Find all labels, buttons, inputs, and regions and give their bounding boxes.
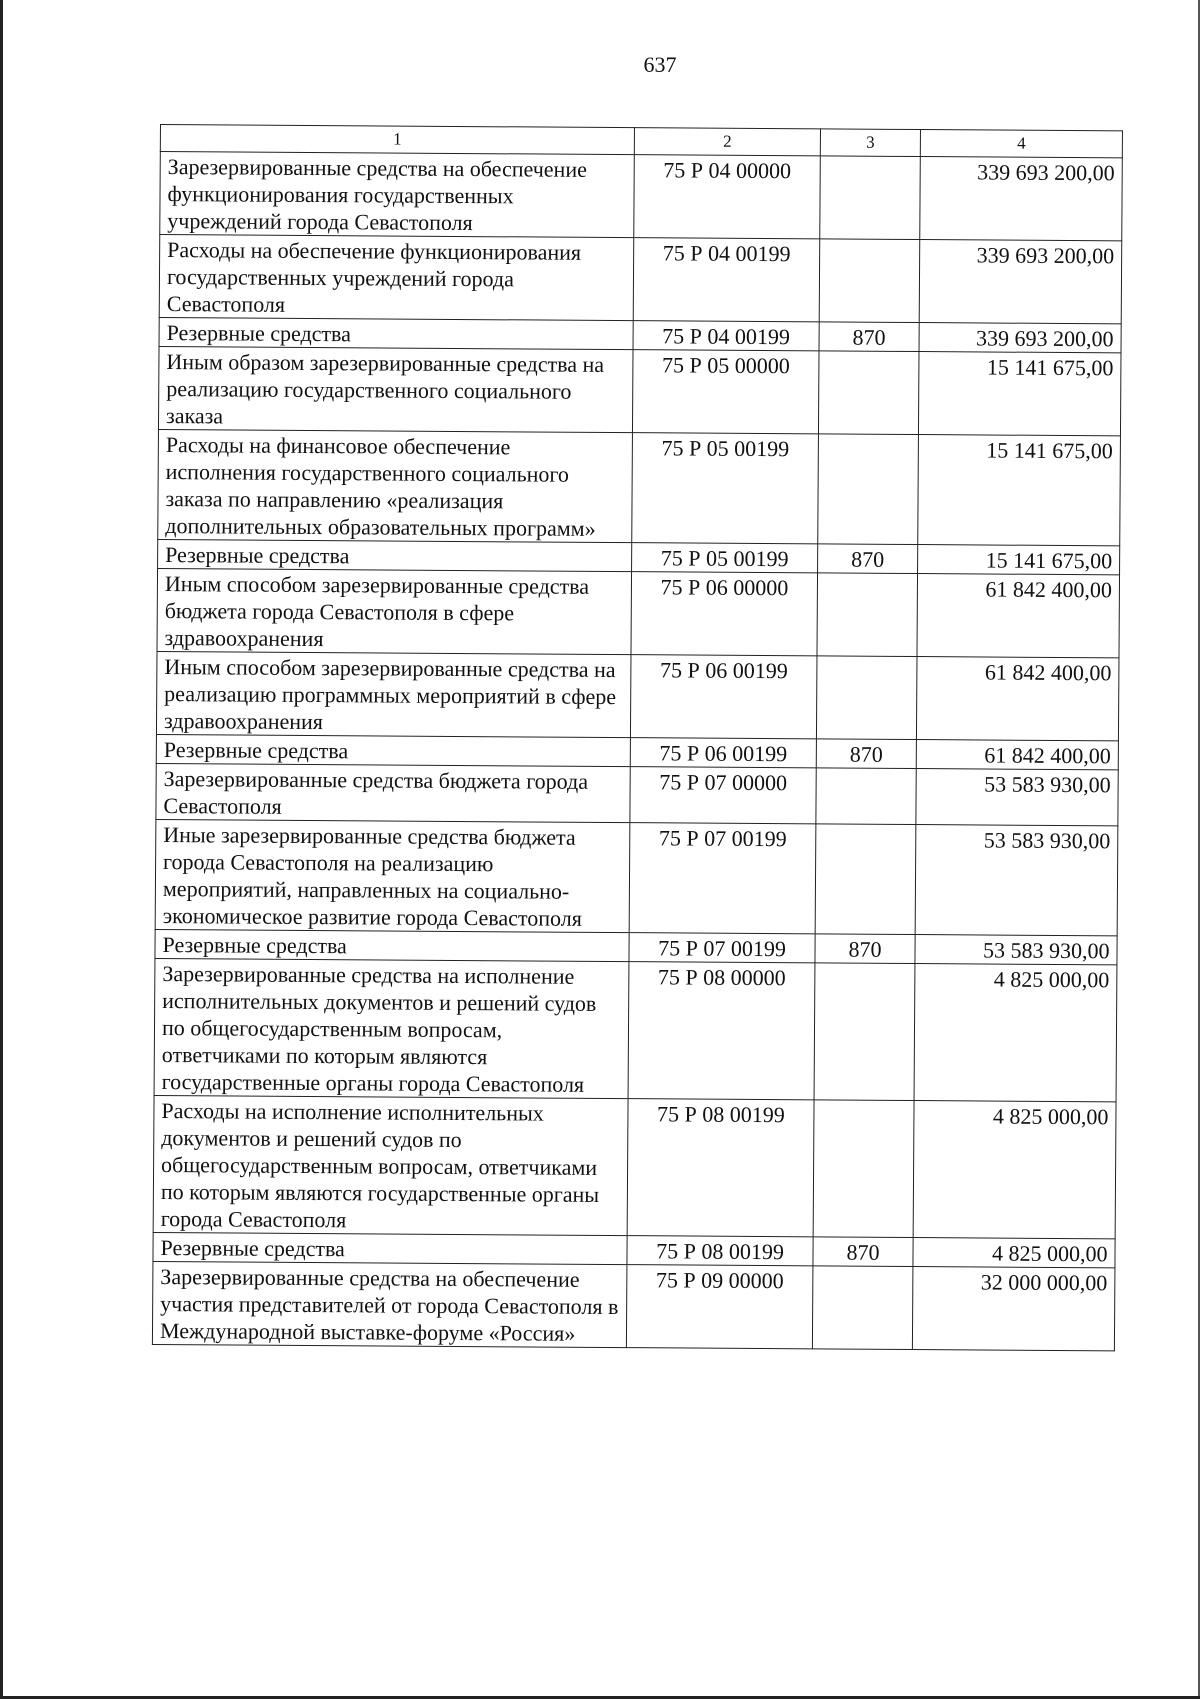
table-row — [154, 958, 1117, 1101]
page-border-left — [0, 0, 3, 1699]
row-amount: 53 583 930,00 — [915, 935, 1117, 965]
row-name: Иным образом зарезервированные средства на реализацию государственного социального заказа — [158, 346, 633, 432]
table-body — [152, 152, 1122, 1351]
table-row — [156, 651, 1119, 740]
row-type: 870 — [816, 739, 916, 769]
row-code: 75 Р 08 00000 — [628, 962, 815, 1100]
row-amount: 4 825 000,00 — [913, 1101, 1116, 1239]
header-col-1: 1 — [160, 125, 634, 155]
row-name: Иным способом зарезервированные средства на реализацию программных мероприятий в сфере здравоохранения — [156, 651, 631, 737]
row-code: 75 Р 08 00199 — [627, 1236, 813, 1266]
row-amount: 339 693 200,00 — [919, 323, 1121, 353]
row-code: 75 Р 07 00199 — [629, 823, 816, 934]
table-row — [152, 1261, 1115, 1350]
table-row — [159, 235, 1122, 324]
row-code: 75 Р 07 00199 — [629, 933, 815, 963]
row-amount: 53 583 930,00 — [915, 825, 1118, 936]
row-amount: 4 825 000,00 — [914, 964, 1117, 1102]
row-type — [812, 1266, 913, 1350]
row-type — [818, 351, 919, 435]
row-amount: 15 141 675,00 — [918, 352, 1121, 436]
row-code: 75 Р 04 00199 — [633, 321, 819, 351]
row-code: 75 Р 07 00000 — [630, 767, 816, 824]
row-code: 75 Р 06 00000 — [631, 572, 818, 656]
row-code: 75 Р 04 00199 — [633, 238, 820, 322]
row-code: 75 Р 04 00000 — [634, 155, 821, 239]
row-type: 870 — [819, 322, 919, 352]
row-amount: 4 825 000,00 — [913, 1238, 1115, 1268]
row-name: Иные зарезервированные средства бюджета города Севастополя на реализацию мероприятий, направленных на социально-экономическое развитие города Севастополя — [155, 819, 630, 932]
row-type — [820, 156, 921, 240]
table-row — [153, 1095, 1116, 1238]
row-code: 75 Р 05 00199 — [632, 543, 818, 573]
budget-table — [152, 124, 1123, 1351]
row-name: Резервные средства — [159, 317, 633, 349]
table-row — [160, 152, 1123, 241]
row-code: 75 Р 06 00199 — [630, 738, 816, 768]
row-type — [815, 824, 916, 935]
row-name: Зарезервированные средства на обеспечение функционирования государственных учреждений города Севастополя — [160, 152, 635, 238]
page-number: 637 — [643, 52, 677, 77]
row-amount: 15 141 675,00 — [918, 545, 1120, 575]
header-col-3: 3 — [820, 129, 920, 157]
row-name: Резервные средства — [155, 929, 629, 961]
row-type — [816, 656, 917, 740]
row-code: 75 Р 06 00199 — [630, 655, 817, 739]
row-type — [819, 239, 920, 323]
row-code: 75 Р 05 00199 — [632, 433, 819, 544]
row-code: 75 Р 08 00199 — [627, 1099, 814, 1237]
header-col-4: 4 — [920, 130, 1122, 158]
row-amount: 53 583 930,00 — [916, 769, 1118, 826]
row-type: 870 — [815, 934, 915, 964]
row-type: 870 — [813, 1237, 913, 1267]
row-name: Расходы на финансовое обеспечение исполнения государственного социального заказа по направлению «реализация дополнительных образовательных программ» — [158, 429, 633, 542]
row-name: Расходы на обеспечение функционирования государственных учреждений города Севастополя — [159, 235, 634, 321]
row-name: Зарезервированные средства на исполнение исполнительных документов и решений судов по общегосударственным вопросам, ответчиками по которым являются государственные органы города Севастополя — [154, 958, 629, 1098]
row-name: Зарезервированные средства на обеспечение участия представителей от города Севастополя в Международной выставке-форуме «Россия» — [152, 1261, 627, 1347]
row-code: 75 Р 09 00000 — [626, 1265, 813, 1349]
row-type: 870 — [818, 544, 918, 574]
row-amount: 61 842 400,00 — [916, 740, 1118, 770]
row-amount: 339 693 200,00 — [920, 157, 1123, 241]
row-type — [818, 434, 919, 545]
row-code: 75 Р 05 00000 — [632, 350, 819, 434]
row-amount: 32 000 000,00 — [912, 1267, 1115, 1351]
table-row — [158, 429, 1121, 545]
row-type — [816, 768, 916, 825]
row-amount: 61 842 400,00 — [917, 574, 1120, 658]
row-name: Иным способом зарезервированные средства бюджета города Севастополя в сфере здравоохранения — [157, 568, 632, 654]
table-row — [155, 819, 1118, 935]
row-name: Резервные средства — [156, 734, 630, 766]
row-name: Расходы на исполнение исполнительных документов и решений судов по общегосударственным вопросам, ответчиками по которым являются государственные органы города Севастополя — [153, 1095, 628, 1235]
row-amount: 339 693 200,00 — [919, 240, 1122, 324]
header-col-2: 2 — [634, 128, 820, 156]
row-type — [814, 963, 915, 1101]
row-name: Резервные средства — [153, 1232, 627, 1264]
table-row — [157, 568, 1120, 657]
row-type — [813, 1100, 914, 1238]
row-amount: 61 842 400,00 — [916, 657, 1119, 741]
row-name: Зарезервированные средства бюджета города Севастополя — [156, 763, 630, 822]
table-row — [158, 346, 1121, 435]
row-amount: 15 141 675,00 — [918, 435, 1121, 546]
row-type — [817, 573, 918, 657]
row-name: Резервные средства — [158, 539, 632, 571]
table-row — [156, 763, 1118, 825]
